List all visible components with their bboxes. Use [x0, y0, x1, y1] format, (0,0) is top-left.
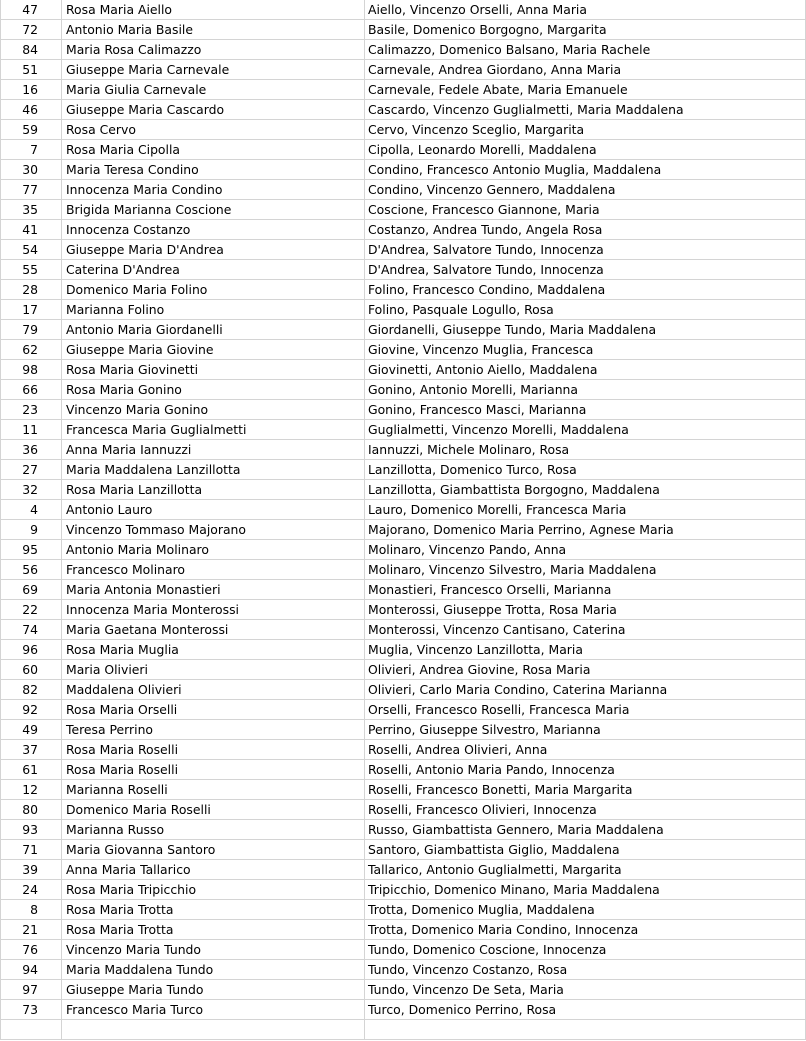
row-number-cell[interactable]: 22	[0, 600, 62, 619]
row-number-cell[interactable]: 62	[0, 340, 62, 359]
child-name-cell[interactable]: Antonio Maria Molinaro	[62, 540, 365, 559]
table-row	[0, 400, 806, 420]
parents-cell[interactable]: Calimazzo, Domenico Balsano, Maria Rachele	[365, 40, 806, 59]
row-number-cell[interactable]: 47	[0, 0, 62, 19]
table-row	[0, 820, 806, 840]
table-row	[0, 900, 806, 920]
child-name-cell[interactable]: Vincenzo Tommaso Majorano	[62, 520, 365, 539]
child-name-cell[interactable]: Anna Maria Iannuzzi	[62, 440, 365, 459]
table-row	[0, 360, 806, 380]
table-row	[0, 60, 806, 80]
table-row	[0, 420, 806, 440]
child-name-cell[interactable]: Innocenza Maria Monterossi	[62, 600, 365, 619]
parents-cell[interactable]	[365, 1020, 806, 1039]
parents-cell[interactable]: D'Andrea, Salvatore Tundo, Innocenza	[365, 260, 806, 279]
parents-cell[interactable]: Iannuzzi, Michele Molinaro, Rosa	[365, 440, 806, 459]
child-name-cell[interactable]: Maddalena Olivieri	[62, 680, 365, 699]
child-name-cell[interactable]: Rosa Maria Cipolla	[62, 140, 365, 159]
child-name-cell[interactable]: Rosa Maria Lanzillotta	[62, 480, 365, 499]
table-row	[0, 460, 806, 480]
table-row	[0, 760, 806, 780]
table-row	[0, 620, 806, 640]
child-name-cell[interactable]: Domenico Maria Folino	[62, 280, 365, 299]
table-row	[0, 840, 806, 860]
child-name-cell[interactable]: Antonio Lauro	[62, 500, 365, 519]
parents-cell[interactable]: Giovine, Vincenzo Muglia, Francesca	[365, 340, 806, 359]
row-number-cell[interactable]: 39	[0, 860, 62, 879]
row-number-cell[interactable]: 54	[0, 240, 62, 259]
row-number-cell[interactable]: 24	[0, 880, 62, 899]
row-number-cell[interactable]: 17	[0, 300, 62, 319]
row-number-cell[interactable]: 72	[0, 20, 62, 39]
table-row	[0, 780, 806, 800]
row-number-cell[interactable]: 56	[0, 560, 62, 579]
parents-cell[interactable]: Roselli, Francesco Bonetti, Maria Margarita	[365, 780, 806, 799]
parents-cell[interactable]: Majorano, Domenico Maria Perrino, Agnese Maria	[365, 520, 806, 539]
child-name-cell[interactable]: Francesco Maria Turco	[62, 1000, 365, 1019]
parents-cell[interactable]: Guglialmetti, Vincenzo Morelli, Maddalena	[365, 420, 806, 439]
child-name-cell[interactable]: Anna Maria Tallarico	[62, 860, 365, 879]
row-number-cell[interactable]: 60	[0, 660, 62, 679]
table-row	[0, 540, 806, 560]
child-name-cell[interactable]: Giuseppe Maria Carnevale	[62, 60, 365, 79]
table-row	[0, 160, 806, 180]
child-name-cell[interactable]: Giuseppe Maria Tundo	[62, 980, 365, 999]
child-name-cell[interactable]: Teresa Perrino	[62, 720, 365, 739]
row-number-cell[interactable]: 79	[0, 320, 62, 339]
parents-cell[interactable]: Cervo, Vincenzo Sceglio, Margarita	[365, 120, 806, 139]
table-row	[0, 700, 806, 720]
row-number-cell[interactable]: 9	[0, 520, 62, 539]
row-number-cell[interactable]: 82	[0, 680, 62, 699]
table-row	[0, 440, 806, 460]
child-name-cell[interactable]: Marianna Russo	[62, 820, 365, 839]
table-row	[0, 520, 806, 540]
parents-cell[interactable]: Trotta, Domenico Maria Condino, Innocenza	[365, 920, 806, 939]
table-row	[0, 600, 806, 620]
child-name-cell[interactable]: Rosa Maria Roselli	[62, 760, 365, 779]
table-row	[0, 320, 806, 340]
row-number-cell[interactable]: 98	[0, 360, 62, 379]
row-number-cell[interactable]: 21	[0, 920, 62, 939]
row-number-cell[interactable]: 93	[0, 820, 62, 839]
row-number-cell[interactable]: 12	[0, 780, 62, 799]
table-row	[0, 80, 806, 100]
child-name-cell[interactable]: Maria Maddalena Tundo	[62, 960, 365, 979]
parents-cell[interactable]: Roselli, Antonio Maria Pando, Innocenza	[365, 760, 806, 779]
parents-cell[interactable]: Costanzo, Andrea Tundo, Angela Rosa	[365, 220, 806, 239]
parents-cell[interactable]: Carnevale, Fedele Abate, Maria Emanuele	[365, 80, 806, 99]
parents-cell[interactable]: Tripicchio, Domenico Minano, Maria Maddalena	[365, 880, 806, 899]
row-number-cell[interactable]: 92	[0, 700, 62, 719]
child-name-cell[interactable]: Maria Antonia Monastieri	[62, 580, 365, 599]
table-row	[0, 940, 806, 960]
table-row	[0, 720, 806, 740]
child-name-cell[interactable]: Rosa Maria Gonino	[62, 380, 365, 399]
table-row	[0, 280, 806, 300]
parents-cell[interactable]: Molinaro, Vincenzo Pando, Anna	[365, 540, 806, 559]
table-row	[0, 960, 806, 980]
parents-cell[interactable]: Tundo, Vincenzo Costanzo, Rosa	[365, 960, 806, 979]
table-row	[0, 740, 806, 760]
table-row	[0, 860, 806, 880]
parents-cell[interactable]: Gonino, Francesco Masci, Marianna	[365, 400, 806, 419]
child-name-cell[interactable]: Innocenza Maria Condino	[62, 180, 365, 199]
table-row	[0, 0, 806, 20]
parents-cell[interactable]: Perrino, Giuseppe Silvestro, Marianna	[365, 720, 806, 739]
parents-cell[interactable]: Aiello, Vincenzo Orselli, Anna Maria	[365, 0, 806, 19]
parents-cell[interactable]: Coscione, Francesco Giannone, Maria	[365, 200, 806, 219]
child-name-cell[interactable]: Rosa Cervo	[62, 120, 365, 139]
parents-cell[interactable]: Giordanelli, Giuseppe Tundo, Maria Maddalena	[365, 320, 806, 339]
child-name-cell[interactable]: Antonio Maria Giordanelli	[62, 320, 365, 339]
table-row	[0, 300, 806, 320]
row-number-cell[interactable]: 59	[0, 120, 62, 139]
row-number-cell[interactable]: 95	[0, 540, 62, 559]
row-number-cell[interactable]: 7	[0, 140, 62, 159]
row-number-cell[interactable]: 77	[0, 180, 62, 199]
parents-cell[interactable]: D'Andrea, Salvatore Tundo, Innocenza	[365, 240, 806, 259]
child-name-cell[interactable]: Rosa Maria Muglia	[62, 640, 365, 659]
table-row	[0, 40, 806, 60]
table-row	[0, 240, 806, 260]
child-name-cell[interactable]: Rosa Maria Roselli	[62, 740, 365, 759]
child-name-cell[interactable]: Giuseppe Maria D'Andrea	[62, 240, 365, 259]
row-number-cell[interactable]: 8	[0, 900, 62, 919]
parents-cell[interactable]: Olivieri, Carlo Maria Condino, Caterina Marianna	[365, 680, 806, 699]
parents-cell[interactable]: Molinaro, Vincenzo Silvestro, Maria Maddalena	[365, 560, 806, 579]
parents-cell[interactable]: Cipolla, Leonardo Morelli, Maddalena	[365, 140, 806, 159]
row-number-cell[interactable]: 11	[0, 420, 62, 439]
child-name-cell[interactable]: Rosa Maria Trotta	[62, 920, 365, 939]
parents-cell[interactable]: Folino, Francesco Condino, Maddalena	[365, 280, 806, 299]
parents-cell[interactable]: Turco, Domenico Perrino, Rosa	[365, 1000, 806, 1019]
parents-cell[interactable]: Giovinetti, Antonio Aiello, Maddalena	[365, 360, 806, 379]
child-name-cell[interactable]: Francesca Maria Guglialmetti	[62, 420, 365, 439]
child-name-cell[interactable]: Domenico Maria Roselli	[62, 800, 365, 819]
row-number-cell[interactable]: 28	[0, 280, 62, 299]
child-name-cell[interactable]: Brigida Marianna Coscione	[62, 200, 365, 219]
table-row	[0, 980, 806, 1000]
row-number-cell[interactable]: 69	[0, 580, 62, 599]
row-number-cell[interactable]: 80	[0, 800, 62, 819]
child-name-cell[interactable]: Giuseppe Maria Giovine	[62, 340, 365, 359]
parents-cell[interactable]: Condino, Vincenzo Gennero, Maddalena	[365, 180, 806, 199]
row-number-cell[interactable]: 71	[0, 840, 62, 859]
parents-cell[interactable]: Tundo, Domenico Coscione, Innocenza	[365, 940, 806, 959]
parents-cell[interactable]: Lanzillotta, Domenico Turco, Rosa	[365, 460, 806, 479]
row-number-cell[interactable]: 49	[0, 720, 62, 739]
table-row	[0, 880, 806, 900]
row-number-cell[interactable]: 41	[0, 220, 62, 239]
parents-cell[interactable]: Basile, Domenico Borgogno, Margarita	[365, 20, 806, 39]
parents-cell[interactable]: Carnevale, Andrea Giordano, Anna Maria	[365, 60, 806, 79]
row-number-cell[interactable]: 94	[0, 960, 62, 979]
child-name-cell[interactable]: Marianna Roselli	[62, 780, 365, 799]
table-row	[0, 580, 806, 600]
table-row	[0, 480, 806, 500]
child-name-cell[interactable]: Antonio Maria Basile	[62, 20, 365, 39]
table-row	[0, 340, 806, 360]
parents-cell[interactable]: Muglia, Vincenzo Lanzillotta, Maria	[365, 640, 806, 659]
table-row	[0, 20, 806, 40]
child-name-cell[interactable]: Caterina D'Andrea	[62, 260, 365, 279]
row-number-cell[interactable]: 61	[0, 760, 62, 779]
row-number-cell[interactable]: 66	[0, 380, 62, 399]
table-row	[0, 560, 806, 580]
table-row	[0, 260, 806, 280]
child-name-cell[interactable]: Maria Olivieri	[62, 660, 365, 679]
table-row	[0, 660, 806, 680]
parents-cell[interactable]: Trotta, Domenico Muglia, Maddalena	[365, 900, 806, 919]
table-row	[0, 1020, 806, 1040]
table-row	[0, 120, 806, 140]
parents-cell[interactable]: Gonino, Antonio Morelli, Marianna	[365, 380, 806, 399]
row-number-cell[interactable]: 55	[0, 260, 62, 279]
table-row	[0, 200, 806, 220]
parents-cell[interactable]: Condino, Francesco Antonio Muglia, Maddalena	[365, 160, 806, 179]
row-number-cell[interactable]: 36	[0, 440, 62, 459]
row-number-cell[interactable]: 23	[0, 400, 62, 419]
child-name-cell[interactable]: Maria Rosa Calimazzo	[62, 40, 365, 59]
parents-cell[interactable]: Russo, Giambattista Gennero, Maria Maddalena	[365, 820, 806, 839]
table-row	[0, 500, 806, 520]
parents-cell[interactable]: Lauro, Domenico Morelli, Francesca Maria	[365, 500, 806, 519]
child-name-cell[interactable]: Maria Teresa Condino	[62, 160, 365, 179]
parents-cell[interactable]: Cascardo, Vincenzo Guglialmetti, Maria Maddalena	[365, 100, 806, 119]
child-name-cell[interactable]: Rosa Maria Giovinetti	[62, 360, 365, 379]
row-number-cell[interactable]: 30	[0, 160, 62, 179]
child-name-cell[interactable]: Rosa Maria Tripicchio	[62, 880, 365, 899]
table-row	[0, 680, 806, 700]
table-row	[0, 100, 806, 120]
child-name-cell[interactable]: Maria Maddalena Lanzillotta	[62, 460, 365, 479]
parents-cell[interactable]: Lanzillotta, Giambattista Borgogno, Maddalena	[365, 480, 806, 499]
row-number-cell[interactable]: 73	[0, 1000, 62, 1019]
row-number-cell[interactable]: 4	[0, 500, 62, 519]
table-row	[0, 140, 806, 160]
table-row	[0, 180, 806, 200]
table-row	[0, 380, 806, 400]
child-name-cell[interactable]	[62, 1020, 365, 1039]
parents-cell[interactable]: Monterossi, Vincenzo Cantisano, Caterina	[365, 620, 806, 639]
row-number-cell[interactable]: 96	[0, 640, 62, 659]
table-row	[0, 220, 806, 240]
row-number-cell[interactable]: 51	[0, 60, 62, 79]
parents-cell[interactable]: Santoro, Giambattista Giglio, Maddalena	[365, 840, 806, 859]
child-name-cell[interactable]: Marianna Folino	[62, 300, 365, 319]
child-name-cell[interactable]: Rosa Maria Aiello	[62, 0, 365, 19]
row-number-cell[interactable]: 35	[0, 200, 62, 219]
parents-cell[interactable]: Monterossi, Giuseppe Trotta, Rosa Maria	[365, 600, 806, 619]
child-name-cell[interactable]: Giuseppe Maria Cascardo	[62, 100, 365, 119]
child-name-cell[interactable]: Rosa Maria Orselli	[62, 700, 365, 719]
child-name-cell[interactable]: Maria Gaetana Monterossi	[62, 620, 365, 639]
parents-cell[interactable]: Roselli, Andrea Olivieri, Anna	[365, 740, 806, 759]
row-number-cell[interactable]: 74	[0, 620, 62, 639]
parents-cell[interactable]: Monastieri, Francesco Orselli, Marianna	[365, 580, 806, 599]
row-number-cell[interactable]: 27	[0, 460, 62, 479]
row-number-cell[interactable]: 32	[0, 480, 62, 499]
child-name-cell[interactable]: Vincenzo Maria Gonino	[62, 400, 365, 419]
row-number-cell[interactable]: 46	[0, 100, 62, 119]
table-row	[0, 800, 806, 820]
parents-cell[interactable]: Roselli, Francesco Olivieri, Innocenza	[365, 800, 806, 819]
table-row	[0, 1000, 806, 1020]
table-row	[0, 920, 806, 940]
row-number-cell[interactable]: 16	[0, 80, 62, 99]
row-number-cell[interactable]: 97	[0, 980, 62, 999]
parents-cell[interactable]: Folino, Pasquale Logullo, Rosa	[365, 300, 806, 319]
parents-cell[interactable]: Tallarico, Antonio Guglialmetti, Margarita	[365, 860, 806, 879]
row-number-cell[interactable]: 37	[0, 740, 62, 759]
row-number-cell[interactable]: 84	[0, 40, 62, 59]
child-name-cell[interactable]: Innocenza Costanzo	[62, 220, 365, 239]
parents-cell[interactable]: Olivieri, Andrea Giovine, Rosa Maria	[365, 660, 806, 679]
parents-cell[interactable]: Tundo, Vincenzo De Seta, Maria	[365, 980, 806, 999]
child-name-cell[interactable]: Francesco Molinaro	[62, 560, 365, 579]
child-name-cell[interactable]: Maria Giovanna Santoro	[62, 840, 365, 859]
parents-cell[interactable]: Orselli, Francesco Roselli, Francesca Maria	[365, 700, 806, 719]
row-number-cell[interactable]: 76	[0, 940, 62, 959]
child-name-cell[interactable]: Vincenzo Maria Tundo	[62, 940, 365, 959]
child-name-cell[interactable]: Maria Giulia Carnevale	[62, 80, 365, 99]
child-name-cell[interactable]: Rosa Maria Trotta	[62, 900, 365, 919]
row-number-cell[interactable]	[0, 1020, 62, 1039]
table-row	[0, 640, 806, 660]
